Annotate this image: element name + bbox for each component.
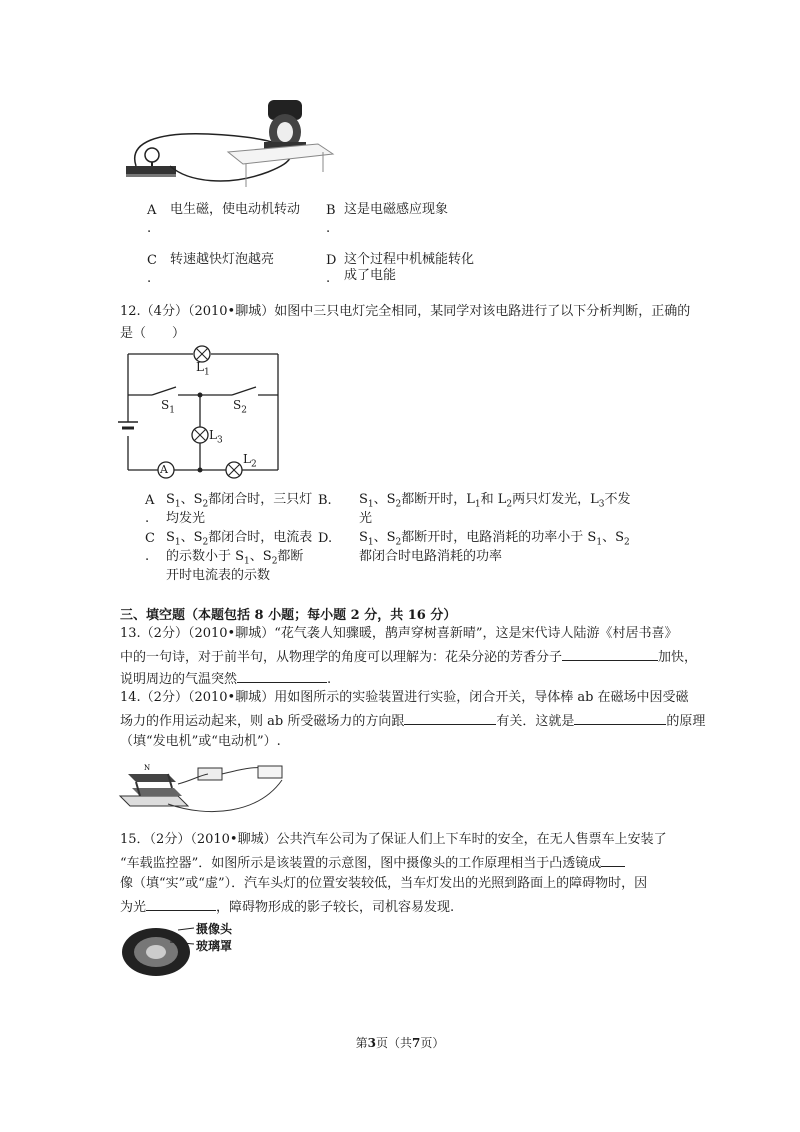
label-s2: $S_2$ (233, 398, 247, 416)
q11-option-c-text: 转速越快灯泡越亮 (170, 252, 275, 267)
q12-option-d-line1: $S_1$、$S_2$都断开时，电路消耗的功率小于 $S_1$、$S_2$ (359, 530, 630, 548)
q12-option-c-line3: 开时电流表的示数 (166, 568, 271, 583)
q15-line4: 为光 ，障碍物形成的影子较长，司机容易发现. (120, 896, 454, 918)
q15-line2: “车载监控器”．如图所示是该装置的示意图，图中摄像头的工作原理相当于凸透镜成 (120, 852, 625, 874)
glass-cover-label: 玻璃罩 (196, 939, 233, 953)
q14-line3: （填“发电机”或“电动机”）. (120, 734, 281, 749)
q12-stem-line1: 12.（4分）（2010•聊城）如图中三只电灯完全相同，某同学对该电路进行了以下分析判断，正确的 (120, 304, 691, 319)
q15-blank-1[interactable] (601, 852, 625, 867)
q12-option-a-line1: $S_1$、$S_2$都闭合时，三只灯 (166, 492, 313, 510)
q11-option-d-text-1: 这个过程中机械能转化 (344, 252, 475, 267)
q13-blank-1[interactable] (562, 646, 658, 661)
q14-blank-1[interactable] (404, 710, 496, 725)
label-s1: $S_1$ (161, 398, 175, 416)
q12-option-a-line2: 均发光 (166, 511, 206, 526)
q12-option-d-line2: 都闭合时电路消耗的功率 (359, 549, 503, 564)
q11-option-d-dot: . (326, 271, 331, 286)
q11-option-a-letter: A (147, 203, 157, 218)
q14-line1: 14.（2分）（2010•聊城）用如图所示的实验装置进行实验，闭合开关，导体棒 ab 在磁场中因受磁 (120, 690, 689, 705)
ammeter-label: A (160, 463, 168, 476)
q14-blank-2[interactable] (574, 710, 666, 725)
q13-line3: 说明周边的气温突然 . (120, 668, 331, 690)
q15-line3: 像（填“实”或“虚”）．汽车头灯的位置安装较低，当车灯发出的光照到路面上的障碍物时，因 (120, 876, 648, 891)
q11-option-c-dot: . (147, 271, 152, 286)
q12-option-b-line2: 光 (359, 511, 373, 526)
svg-text:N: N (144, 764, 151, 772)
q11-option-b-dot: . (326, 221, 331, 236)
q15-line1: 15．（2分）（2010•聊城）公共汽车公司为了保证人们上下车时的安全，在无人售票车上安装了 (120, 832, 667, 847)
q11-option-a-dot: . (147, 221, 152, 236)
label-l1: $L_1$ (196, 360, 210, 378)
q11-option-a-text: 电生磁，使电动机转动 (170, 202, 301, 217)
label-l3: $L_3$ (209, 428, 223, 446)
q11-option-b-letter: B (326, 203, 336, 218)
section-title: 三、填空题（本题包括 8 小题；每小题 2 分，共 16 分） (120, 608, 457, 623)
q12-stem-line2: 是（ ） (120, 326, 186, 341)
q12-option-b-letter: B. (318, 493, 332, 508)
q12-option-a-dot: . (145, 511, 150, 526)
q12-option-b-line1: $S_1$、$S_2$都断开时，$L_1$和 $L_2$两只灯发光，$L_3$不发 (359, 492, 631, 510)
q12-option-c-line2: 的示数小于 $S_1$、$S_2$都断 (166, 549, 304, 567)
q11-option-b-text: 这是电磁感应现象 (344, 202, 449, 217)
q13-line1: 13.（2分）（2010•聊城）“花气袭人知骤暖，鹊声穿树喜新晴”，这是宋代诗人陆游《村居书喜》 (120, 626, 678, 641)
q11-option-d-text-2: 成了电能 (344, 268, 397, 283)
q12-option-c-dot: . (145, 549, 150, 564)
page-footer: 第3页（共7页） (355, 1036, 445, 1050)
q14-apparatus-figure (118, 756, 298, 820)
q11-option-d-letter: D (326, 253, 337, 268)
label-l2: $L_2$ (243, 452, 257, 470)
q12-option-d-letter: D. (318, 531, 333, 546)
q12-option-a-letter: A (145, 493, 155, 508)
q11-option-c-letter: C (147, 253, 157, 268)
q12-option-c-letter: C (145, 531, 155, 546)
q14-line2: 场力的作用运动起来，则 ab 所受磁场力的方向跟 有关．这就是 的原理 (120, 710, 705, 732)
q13-line2: 中的一句诗，对于前半句，从物理学的角度可以理解为：花朵分泌的芳香分子 加快， (120, 646, 697, 668)
camera-label: 摄像头 (196, 922, 233, 936)
q13-blank-2[interactable] (237, 668, 327, 683)
q15-blank-2[interactable] (146, 896, 216, 911)
q12-option-c-line1: $S_1$、$S_2$都闭合时，电流表 (166, 530, 313, 548)
generator-figure (118, 92, 338, 196)
